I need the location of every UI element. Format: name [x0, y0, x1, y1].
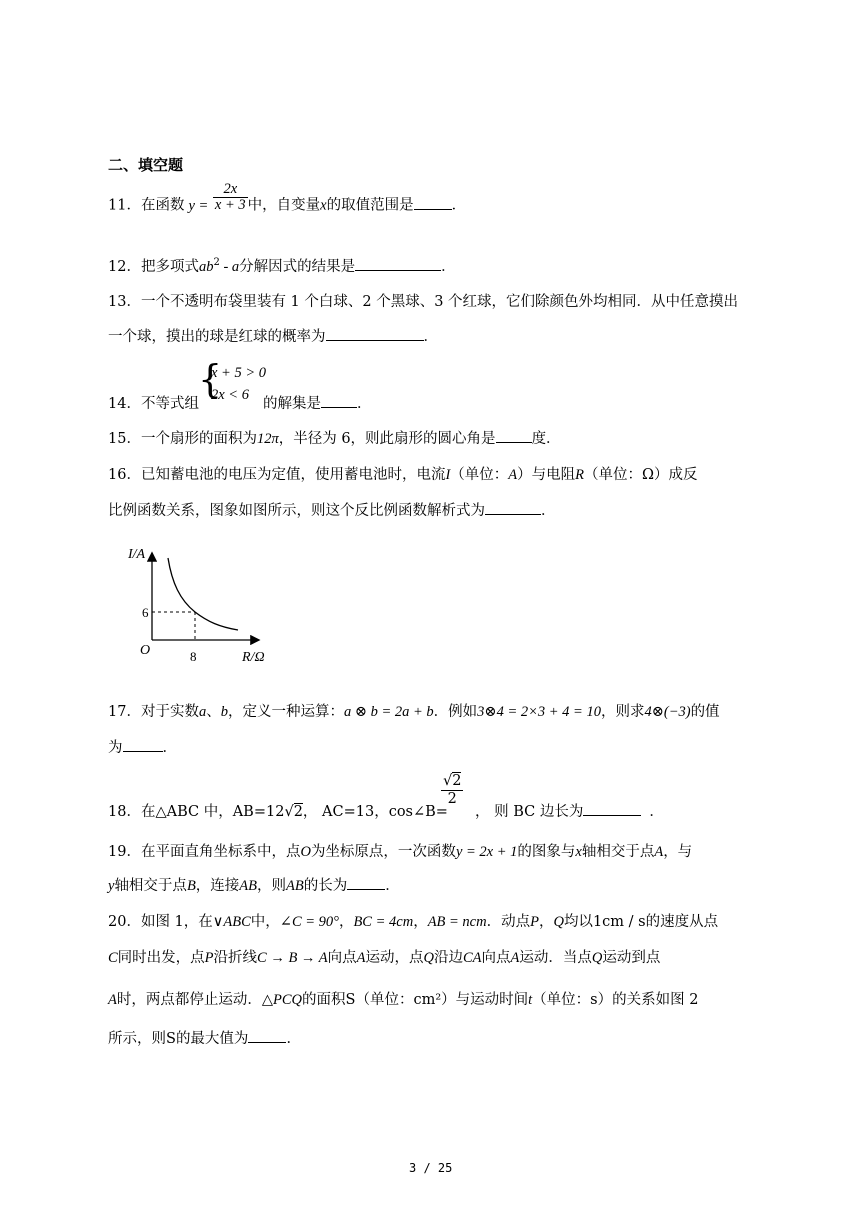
q18-numerator-value: 2 [452, 773, 462, 789]
q17-line2-text: 为 [108, 740, 123, 756]
q11-text2: 的取值范围是 [326, 197, 414, 214]
q18-post: ， 则 BC 边长为 [475, 804, 584, 820]
q15-area: 12π [256, 431, 279, 447]
q14-text: 的解集是 [263, 396, 321, 412]
q20-text-k: 向点 [481, 950, 511, 966]
q20-text-b: 中， [250, 914, 280, 930]
q17-definition: a ⊗ b = 2a + b [343, 704, 434, 720]
q17-ask-prefix: ，则求 [600, 704, 645, 720]
q11-prefix: 11．在函数 [108, 197, 185, 214]
q12-prefix: 12．把多项式 [108, 259, 199, 275]
q12-end: ． [441, 259, 456, 275]
q11-text: 中，自变量 [247, 197, 321, 214]
q16-line2-text: 比例函数关系，图象如图所示，则这个反比例函数解析式为 [108, 503, 485, 519]
q16-unit-A: A [508, 467, 518, 483]
question-20-line1 [108, 910, 718, 931]
q13-line2-text: 一个球，摸出的球是红球的概率为 [108, 329, 326, 345]
q15-prefix: 15．一个扇形的面积为 [108, 431, 257, 447]
q20-segment-CA: CA [463, 950, 482, 966]
q19-point-O: O [300, 844, 311, 860]
q16-var-I: I [445, 467, 451, 483]
q20-unit-s: s [590, 992, 598, 1008]
q18-denominator: 2 [447, 791, 457, 808]
question-18 [108, 800, 448, 821]
q13-end: ． [423, 329, 438, 345]
q20-point-Q: Q [553, 914, 564, 930]
origin-label: O [140, 643, 151, 658]
q20-sep2: ， [413, 914, 428, 930]
q20-S-2: S [166, 1031, 176, 1047]
q18-text: ， AC=13，cos∠B= [302, 804, 448, 820]
q18-sqrt-value: 2 [293, 804, 303, 820]
q17-ask-post: 的值 [690, 704, 720, 720]
q19-segment-AB-2: AB [286, 878, 304, 894]
question-20-line3 [108, 988, 698, 1009]
q19-point-B: B [186, 878, 196, 894]
q18-fraction [441, 773, 463, 809]
question-20-line2 [108, 946, 660, 967]
q17-var-a: a [198, 704, 207, 720]
q19-point-A: A [654, 844, 664, 860]
q19-text-g: ，连接 [195, 878, 240, 894]
q16-answer-blank[interactable] [485, 502, 541, 515]
question-12 [108, 255, 456, 276]
q19-y: y [108, 878, 115, 894]
q20-text-q: ）与运动时间 [441, 992, 529, 1008]
q19-answer-blank[interactable] [347, 877, 385, 890]
q20-point-A-3: A [108, 992, 117, 1008]
q19-text-a: 19．在平面直角坐标系中，点 [108, 844, 301, 860]
q19-text-d: 轴相交于点 [581, 844, 655, 860]
hyperbola-curve [168, 558, 238, 630]
q20-text-o: 的面积 [302, 992, 346, 1008]
q20-path: C → B → A [257, 950, 328, 966]
q11-fraction [213, 182, 248, 213]
q14-tail [263, 392, 372, 413]
q16-unit-ohm: Ω [642, 467, 655, 483]
q18-prefix: 18．在△ABC 中，AB=12 [108, 804, 285, 820]
q20-text-t: 所示，则 [108, 1031, 166, 1047]
q20-sep3: ， [538, 914, 554, 930]
q19-end: ． [385, 878, 400, 894]
y-tick-label: 6 [142, 605, 149, 620]
q14-inequality-2: 2x < 6 [211, 387, 249, 403]
q20-point-Q-2: Q [423, 950, 434, 966]
q12-answer-blank[interactable] [355, 258, 441, 271]
q19-x: x [575, 844, 582, 860]
q20-unit: cm² [413, 992, 442, 1008]
q18-sqrt: √2 [284, 804, 303, 820]
q15-text: ，半径为 6，则此扇形的圆心角是 [278, 431, 496, 447]
q20-text-g: 沿折线 [213, 950, 258, 966]
question-15 [108, 427, 561, 448]
q15-answer-blank[interactable] [496, 430, 532, 443]
q20-point-P: P [530, 914, 539, 930]
q20-t: t [528, 992, 533, 1008]
q16-text-e: ）成反 [654, 467, 698, 483]
q18-end: ． [649, 804, 664, 820]
q17-sep: 、 [206, 704, 221, 720]
q16-text-c: ）与电阻 [517, 467, 576, 483]
q16-text-a: 16．已知蓄电池的电压为定值，使用蓄电池时，电流 [108, 467, 446, 483]
q20-text-i: 运动，点 [365, 950, 424, 966]
q12-exponent: 2 [213, 257, 220, 269]
q19-text-c: 的图象与 [517, 844, 576, 860]
q16-text-b: （单位： [450, 467, 509, 483]
q20-point-Q-3: Q [591, 950, 603, 966]
q20-text-r: （单位： [532, 992, 591, 1008]
q19-text-h: ，则 [257, 878, 287, 894]
q20-text-p: （单位： [355, 992, 414, 1008]
question-17-line1 [108, 700, 720, 721]
q19-text-f: 轴相交于点 [114, 878, 187, 894]
q20-point-A-2: A [510, 950, 520, 966]
q11-var: x [320, 197, 327, 214]
q16-end: ． [541, 503, 556, 519]
x-axis-label: R/Ω [242, 650, 265, 665]
q16-text-d: （单位： [584, 467, 643, 483]
q17-prefix: 17．对于实数 [108, 704, 199, 720]
x-tick-label: 8 [190, 649, 197, 664]
q20-answer-blank[interactable] [248, 1030, 286, 1043]
q11-lhs: y = [188, 197, 209, 214]
q11-numerator: 2x [213, 182, 248, 198]
q20-text-m: 运动到点 [602, 950, 661, 966]
q20-angle: ∠C = 90° [279, 914, 339, 930]
q18-numerator: √2 [441, 773, 463, 791]
q18-tail [475, 800, 664, 821]
q17-var-b: b [220, 704, 228, 720]
question-13-line1: 13．一个不透明布袋里装有 1 个白球、2 个黑球、3 个红球，它们除颜色外均相同．从中任意摸出 [108, 294, 739, 310]
q20-text-u: 的最大值为 [175, 1031, 249, 1047]
q20-text-e: 的速度从点 [645, 914, 719, 930]
q14-answer-blank[interactable] [321, 395, 357, 408]
q17-example: 3⊗4 = 2×3 + 4 = 10 [477, 704, 601, 720]
q20-text-d: 均以 [563, 914, 593, 930]
q17-end: ． [162, 740, 177, 756]
q16-var-R: R [575, 467, 585, 483]
q19-text-b: 为坐标原点，一次函数 [310, 844, 456, 860]
q20-text-j: 沿边 [434, 950, 463, 966]
q19-text-i: 的长为 [303, 878, 348, 894]
q20-text-n: 时，两点都停止运动． [116, 992, 262, 1008]
q12-expr-a: ab [198, 259, 214, 275]
question-16-line1 [108, 463, 698, 484]
q17-ask-expr: 4⊗(−3) [644, 704, 691, 720]
q20-point-P-2: P [204, 950, 214, 966]
q17-answer-blank[interactable] [123, 739, 163, 752]
q20-text-a: 20．如图 1，在 [108, 914, 213, 930]
q14-inequality-1: x + 5 > 0 [211, 365, 267, 381]
q17-text: ，定义一种运算： [227, 704, 344, 720]
question-11 [108, 181, 467, 221]
q15-end: 度． [531, 431, 561, 447]
q20-text-h: 向点 [327, 950, 357, 966]
q20-sep1: ， [338, 914, 354, 930]
q20-text-s: ）的关系如图 2 [597, 992, 699, 1008]
question-17-line2 [108, 736, 177, 757]
inverse-proportion-graph [120, 538, 280, 670]
y-axis-label: I/A [128, 547, 146, 562]
q12-text: 分解因式的结果是 [239, 259, 356, 275]
question-20-line4 [108, 1027, 301, 1048]
q18-answer-blank[interactable] [583, 803, 641, 816]
q14-prefix: 14．不等式组 [108, 396, 199, 412]
q13-answer-blank[interactable] [326, 328, 424, 341]
question-16-line2 [108, 499, 556, 520]
q20-text-f: 同时出发，点 [117, 950, 205, 966]
q20-point-A: A [356, 950, 366, 966]
question-13-line2 [108, 325, 438, 346]
q19-function: y = 2x + 1 [455, 844, 518, 860]
question-19-line2 [108, 874, 400, 895]
q12-expr-b: - a [219, 259, 240, 275]
q20-end: ． [286, 1031, 301, 1047]
q20-triangle-pcq: △PCQ [261, 992, 303, 1008]
q11-end: ． [451, 197, 467, 214]
q11-answer-blank[interactable] [414, 197, 452, 210]
page-number: 3 / 25 [409, 1161, 453, 1175]
section-title: 二、填空题 [108, 156, 184, 174]
q20-text-l: 运动．当点 [519, 950, 592, 966]
question-14 [108, 362, 199, 412]
q14-end: ． [357, 396, 372, 412]
q14-inequalities [211, 362, 266, 406]
q20-ab: AB = ncm [427, 914, 487, 930]
q20-triangle: ∨ABC [212, 914, 251, 930]
q20-speed: 1cm / s [592, 914, 646, 930]
q14-brace: { [198, 357, 223, 401]
q17-example-prefix: ．例如 [433, 704, 478, 720]
q20-point-C: C [108, 950, 118, 966]
q19-segment-AB: AB [239, 878, 258, 894]
q11-denominator: x + 3 [214, 197, 246, 214]
q19-text-e: ，与 [663, 844, 693, 860]
q20-S: S [345, 992, 356, 1008]
question-19-line1 [108, 840, 692, 861]
q20-text-c: ．动点 [486, 914, 531, 930]
q20-bc: BC = 4cm [353, 914, 414, 930]
